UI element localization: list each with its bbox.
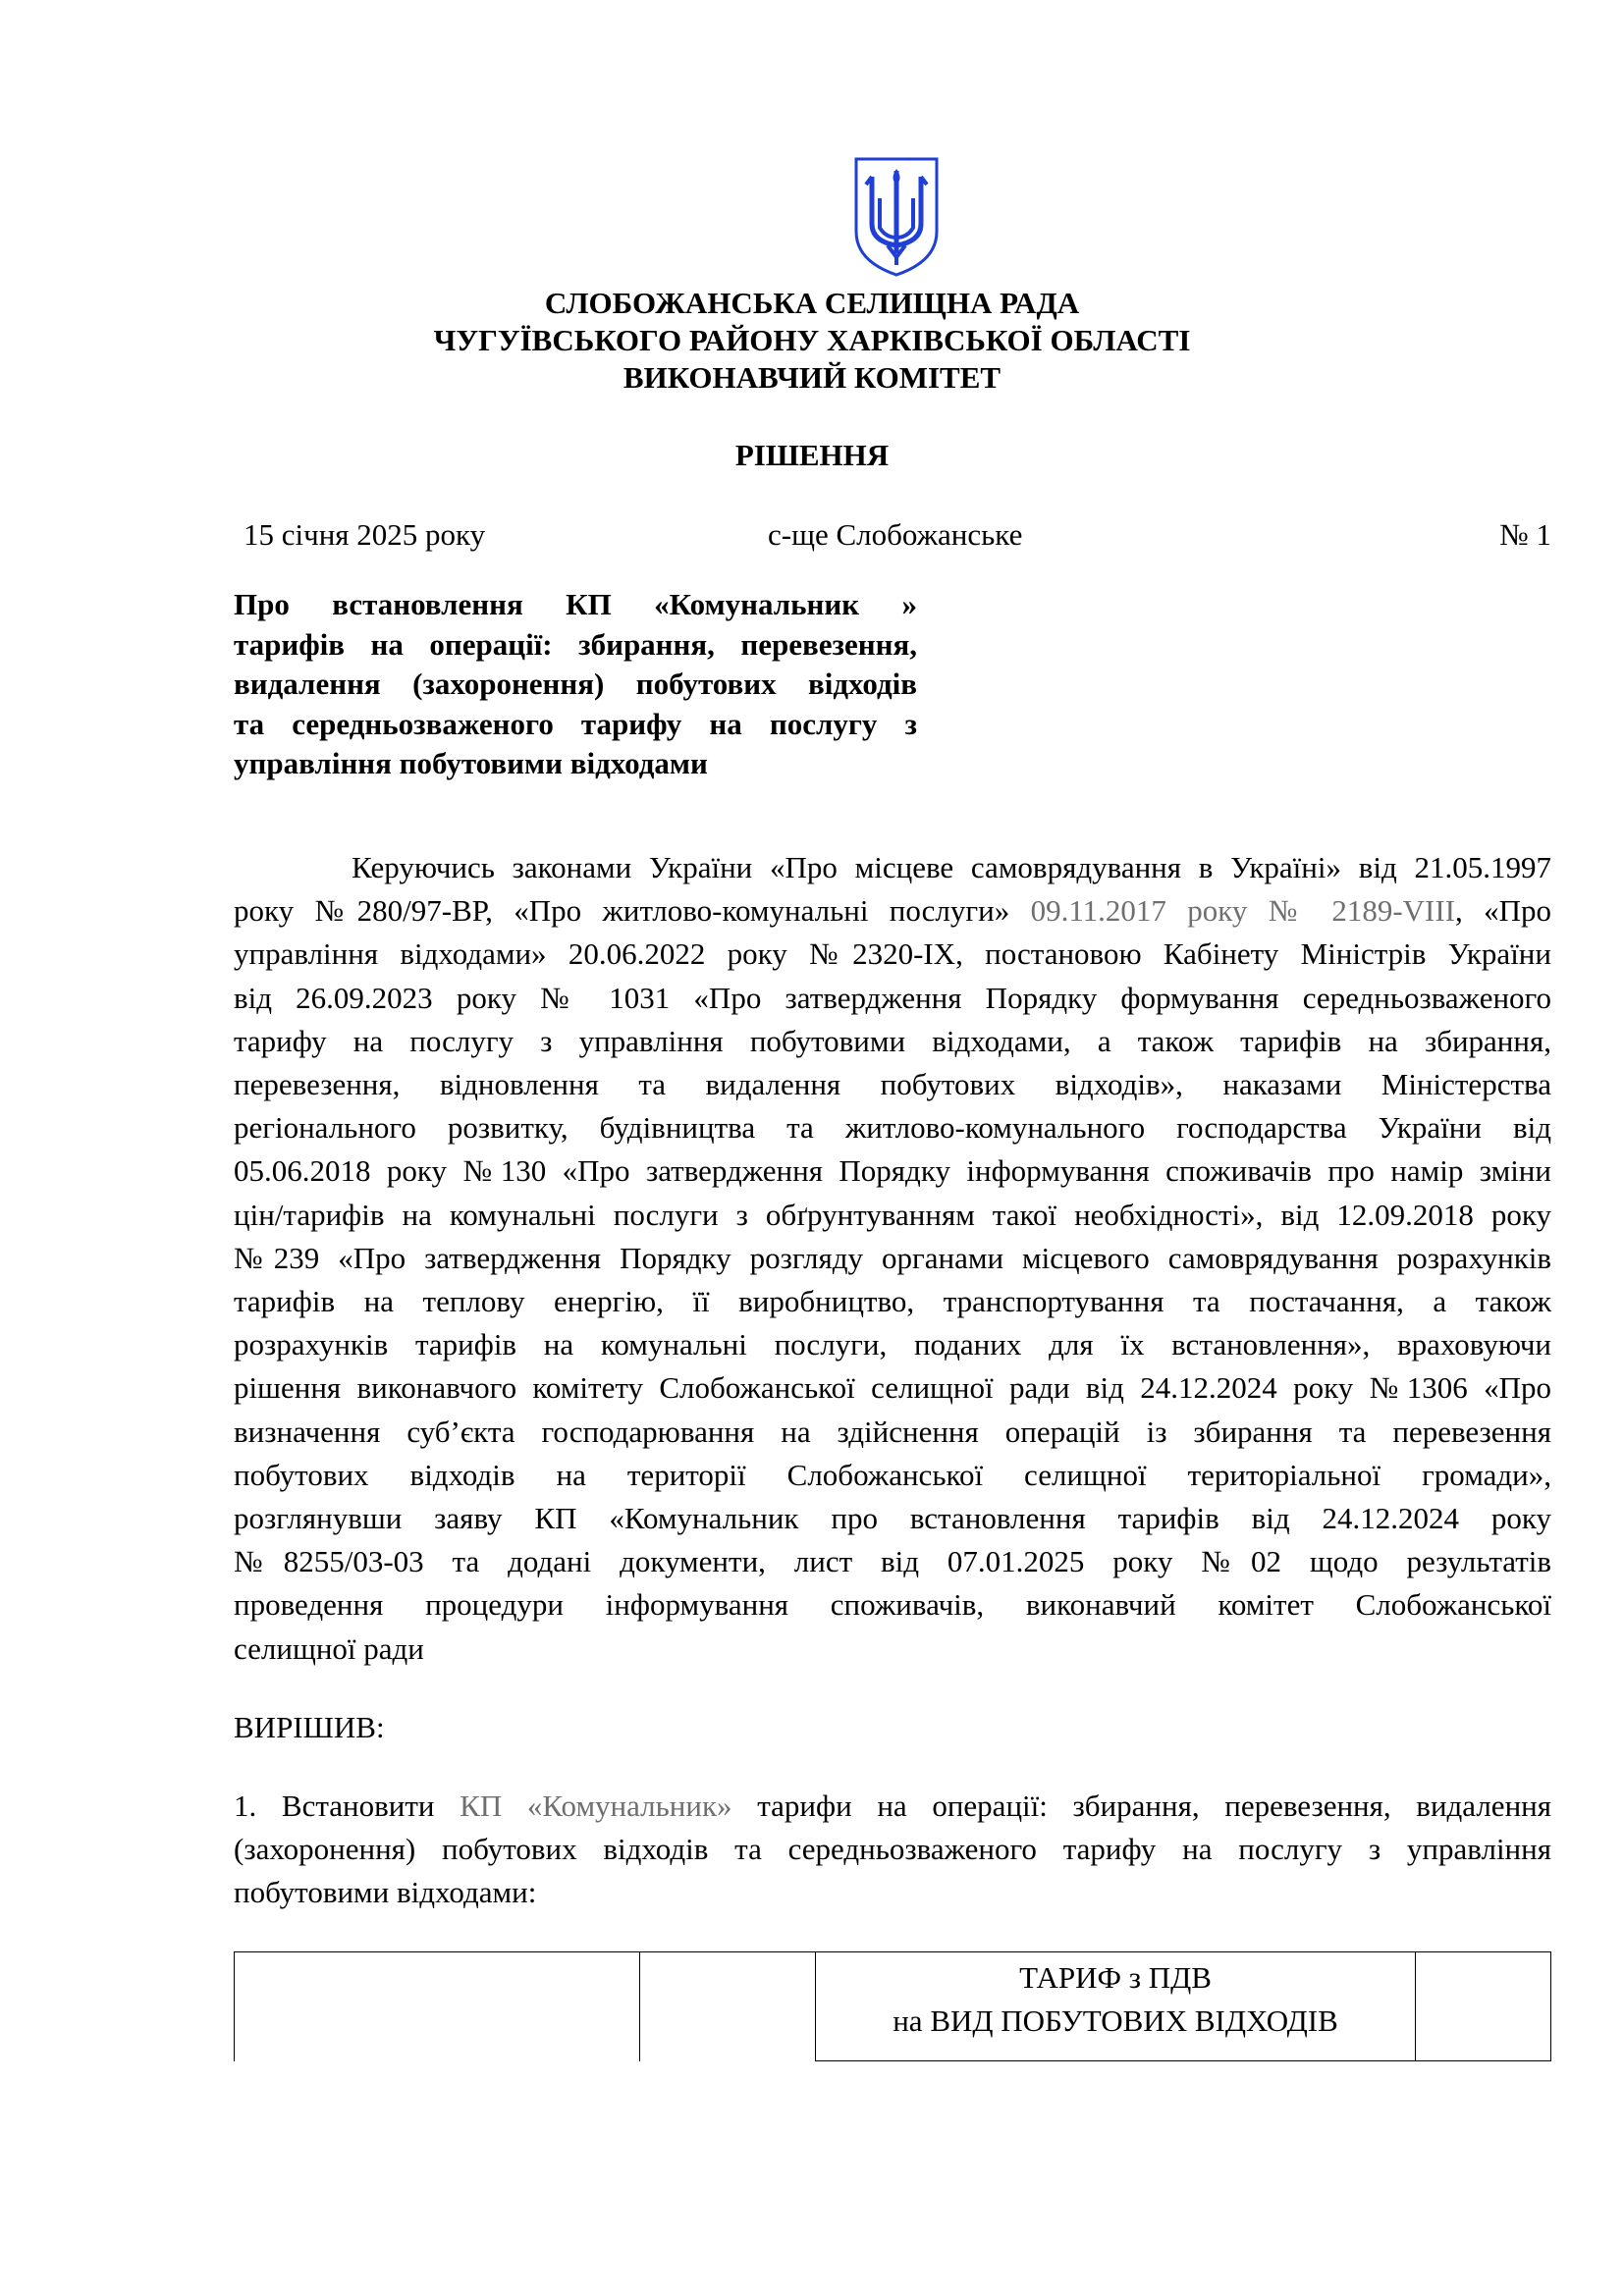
body-text-fragment: , «Про <box>1455 893 1551 929</box>
body-line: Керуючись законами України «Про місцеве самоврядування в Україні» від 21.05.1997 <box>352 850 1551 884</box>
resolve-heading: ВИРІШИВ: <box>234 1710 385 1744</box>
body-line: від 26.09.2023 року № 1031 «Про затвердження Порядку формування середньозваженого <box>234 980 1551 1015</box>
table-cell <box>640 1952 816 2061</box>
body-line: регіонального розвитку, будівництва та житлово-комунального господарства України від <box>234 1110 1551 1146</box>
subject-line: Про встановлення КП «Комунальник » <box>234 587 917 621</box>
body-line: побутових відходів на території Слобожанської селищної територіальної громади», <box>234 1457 1551 1492</box>
preamble-paragraph <box>234 846 1551 1671</box>
document-place: с-ще Слобожанське <box>768 517 1023 552</box>
table-cell <box>1416 1952 1551 2061</box>
document-number: № 1 <box>1499 517 1551 552</box>
table-header-cell <box>816 1952 1416 2061</box>
decision-subject <box>234 585 917 784</box>
body-line: 05.06.2018 року №130 «Про затвердження Порядку інформування споживачів про намір зміни <box>234 1153 1551 1189</box>
body-line: №8255/03-03 та додані документи, лист від 07.01.2025 року №02 щодо результатів <box>234 1544 1551 1579</box>
point-line: (захоронення) побутових відходів та середньозваженого тарифу на послугу з управління <box>234 1832 1551 1867</box>
executive-committee: ВИКОНАВЧИЙ КОМІТЕТ <box>623 360 1001 395</box>
table-header-line: на ВИД ПОБУТОВИХ ВІДХОДІВ <box>893 2003 1338 2038</box>
tariff-table <box>234 1951 1551 2061</box>
body-line: №239 «Про затвердження Порядку розгляду органами місцевого самоврядування розрахунків <box>234 1240 1551 1275</box>
table-header-line: ТАРИФ з ПДВ <box>1019 1960 1212 1995</box>
body-line: цін/тарифів на комунальні послуги з обґрунтуванням такої необхідності», від 12.09.2018 року <box>234 1197 1551 1232</box>
point-text-fragment: тарифи на операції: збирання, перевезення, видалення <box>757 1789 1552 1823</box>
body-line: рішення виконавчого комітету Слобожанської селищної ради від 24.12.2024 року №1306 «Про <box>234 1370 1551 1406</box>
subject-line: управління побутовими відходами <box>234 746 708 780</box>
body-line: розглянувши заяву КП «Комунальник про встановлення тарифів від 24.12.2024 року <box>234 1501 1551 1536</box>
body-line: перевезення, відновлення та видалення побутових відходів», наказами Міністерства <box>234 1067 1551 1102</box>
decision-point-1 <box>234 1785 1551 1915</box>
subject-line: та середньозваженого тарифу на послугу з <box>234 706 917 741</box>
table-cell <box>235 1952 640 2061</box>
table-header-row <box>235 1952 1551 2061</box>
company-name: КП «Комунальник» <box>460 1789 732 1823</box>
point-text-fragment: 1. Встановити <box>234 1789 435 1823</box>
body-line: визначення суб’єкта господарювання на здійснення операцій із збирання та перевезення <box>234 1414 1551 1449</box>
body-line: селищної ради <box>234 1630 424 1666</box>
body-line: проведення процедури інформування споживачів, виконавчий комітет Слобожанської <box>234 1587 1551 1623</box>
body-line: тарифу на послугу з управління побутовими відходами, а також тарифів на збирання, <box>234 1023 1551 1058</box>
law-reference: 09.11.2017 року № 2189-VIII <box>1030 893 1455 929</box>
council-name: СЛОБОЖАНСЬКА СЕЛИЩНА РАДА <box>544 286 1080 320</box>
trident-coat-of-arms-icon <box>852 155 941 279</box>
body-line <box>234 889 1551 933</box>
document-type-heading: РІШЕННЯ <box>734 438 890 472</box>
point-line: побутовими відходами: <box>234 1875 537 1910</box>
body-line: розрахунків тарифів на комунальні послуги, поданих для їх встановлення», враховуючи <box>234 1327 1551 1362</box>
document-date: 15 січня 2025 року <box>244 517 486 552</box>
body-line: управління відходами» 20.06.2022 року №2320-IX, постановою Кабінету Міністрів України <box>234 936 1551 972</box>
body-text-fragment: року №280/97-ВР, «Про житлово-комунальні послуги» <box>234 893 1010 929</box>
district-name: ЧУГУЇВСЬКОГО РАЙОНУ ХАРКІВСЬКОЇ ОБЛАСТІ <box>433 323 1191 357</box>
point-line <box>234 1785 1551 1828</box>
body-line: тарифів на теплову енергію, її виробництво, транспортування та постачання, а також <box>234 1284 1551 1319</box>
subject-line: тарифів на операції: збирання, перевезення, <box>234 626 917 662</box>
subject-line: видалення (захоронення) побутових відходів <box>234 667 917 701</box>
